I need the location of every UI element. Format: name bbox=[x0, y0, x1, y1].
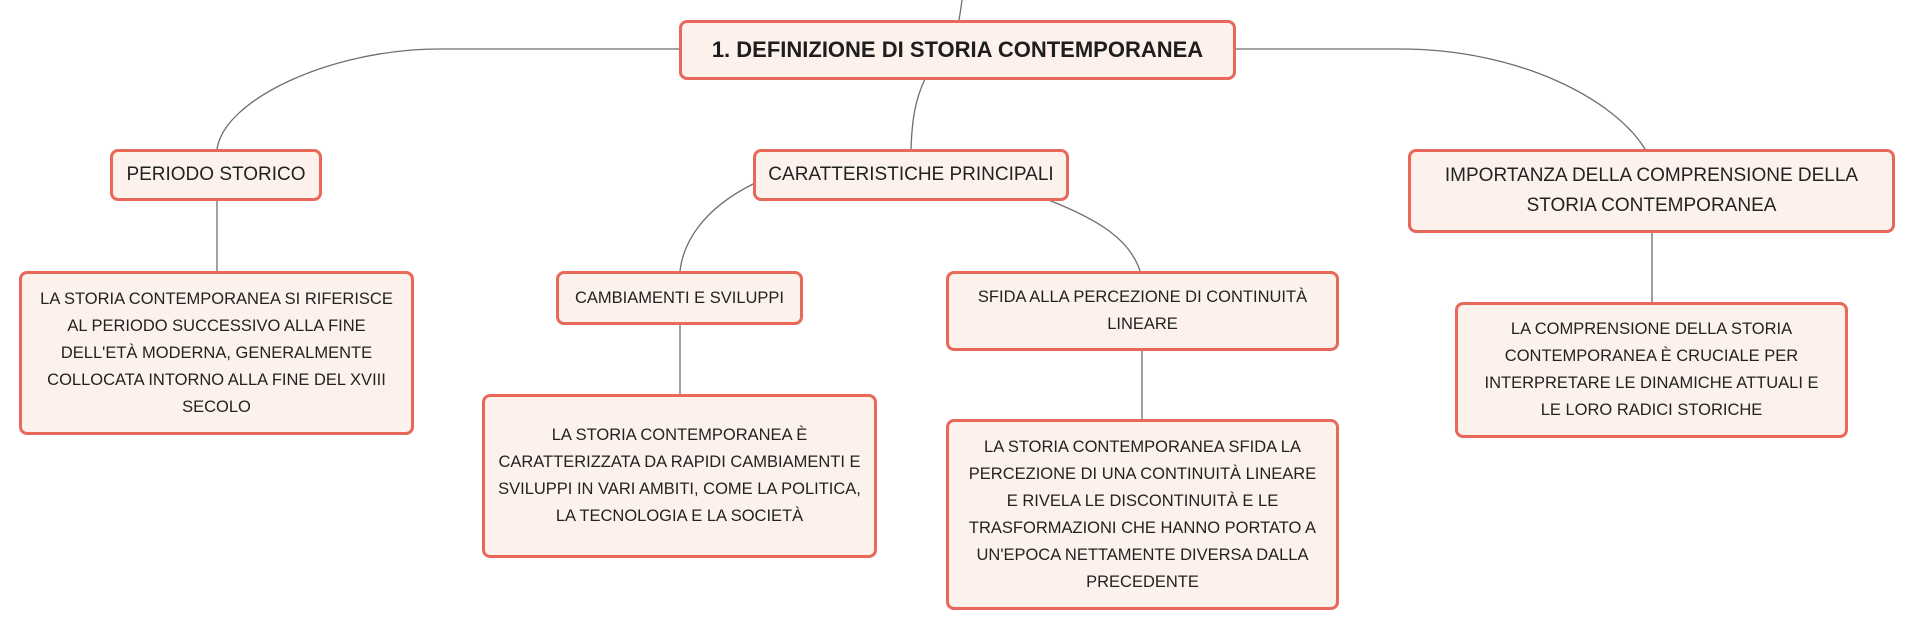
node-caratteristiche-principali[interactable] bbox=[753, 149, 1069, 201]
node-cambiamenti-sviluppi[interactable] bbox=[556, 271, 803, 325]
node-sfida-continuita[interactable] bbox=[946, 271, 1339, 351]
connector-caratteristiche-sfida bbox=[1046, 199, 1140, 271]
node-root[interactable] bbox=[679, 20, 1236, 80]
connector-root-importanza bbox=[1235, 49, 1645, 149]
node-periodo-storico-detail-text: LA STORIA CONTEMPORANEA SI RIFERISCE AL PERIODO SUCCESSIVO ALLA FINE DELL'ETÀ MODERNA, GENERALMENTE COLLOCATA INTORNO ALLA FINE DEL XVIII SECOLO bbox=[40, 289, 393, 416]
node-periodo-storico-label: PERIODO STORICO bbox=[126, 164, 306, 185]
node-caratteristiche-principali-label: CARATTERISTICHE PRINCIPALI bbox=[768, 164, 1054, 185]
node-cambiamenti-sviluppi-label: CAMBIAMENTI E SVILUPPI bbox=[574, 288, 785, 307]
connector-root-parent bbox=[959, 0, 962, 20]
connector-caratteristiche-cambiamenti bbox=[680, 183, 755, 271]
node-cambiamenti-sviluppi-detail-text: LA STORIA CONTEMPORANEA È CARATTERIZZATA DA RAPIDI CAMBIAMENTI E SVILUPPI IN VARI AMBITI, COME LA POLITICA, LA TECNOLOGIA E LA SOCIETÀ bbox=[498, 426, 861, 525]
node-importanza-detail[interactable] bbox=[1455, 302, 1848, 438]
connector-root-caratteristiche bbox=[911, 79, 925, 149]
connector-root-periodo bbox=[217, 49, 680, 149]
node-sfida-continuita-label: SFIDA ALLA PERCEZIONE DI CONTINUITÀ LINEARE bbox=[977, 288, 1308, 333]
node-periodo-storico-detail[interactable] bbox=[19, 271, 414, 435]
node-importanza-detail-text: LA COMPRENSIONE DELLA STORIA CONTEMPORANEA È CRUCIALE PER INTERPRETARE LE DINAMICHE ATTUALI E LE LORO RADICI STORICHE bbox=[1484, 320, 1819, 419]
node-importanza-label: IMPORTANZA DELLA COMPRENSIONE DELLA STORIA CONTEMPORANEA bbox=[1444, 165, 1859, 216]
node-periodo-storico[interactable] bbox=[110, 149, 322, 201]
node-cambiamenti-sviluppi-detail[interactable] bbox=[482, 394, 877, 558]
node-root-label: 1. DEFINIZIONE DI STORIA CONTEMPORANEA bbox=[711, 37, 1204, 62]
node-sfida-continuita-detail-text: LA STORIA CONTEMPORANEA SFIDA LA PERCEZIONE DI UNA CONTINUITÀ LINEARE E RIVELA LE DISCONTINUITÀ E LE TRASFORMAZIONI CHE HANNO PORTATO A UN'EPOCA NETTAMENTE DIVERSA DALLA PRECEDENTE bbox=[968, 437, 1317, 591]
node-importanza[interactable] bbox=[1408, 149, 1895, 233]
node-sfida-continuita-detail[interactable] bbox=[946, 419, 1339, 610]
